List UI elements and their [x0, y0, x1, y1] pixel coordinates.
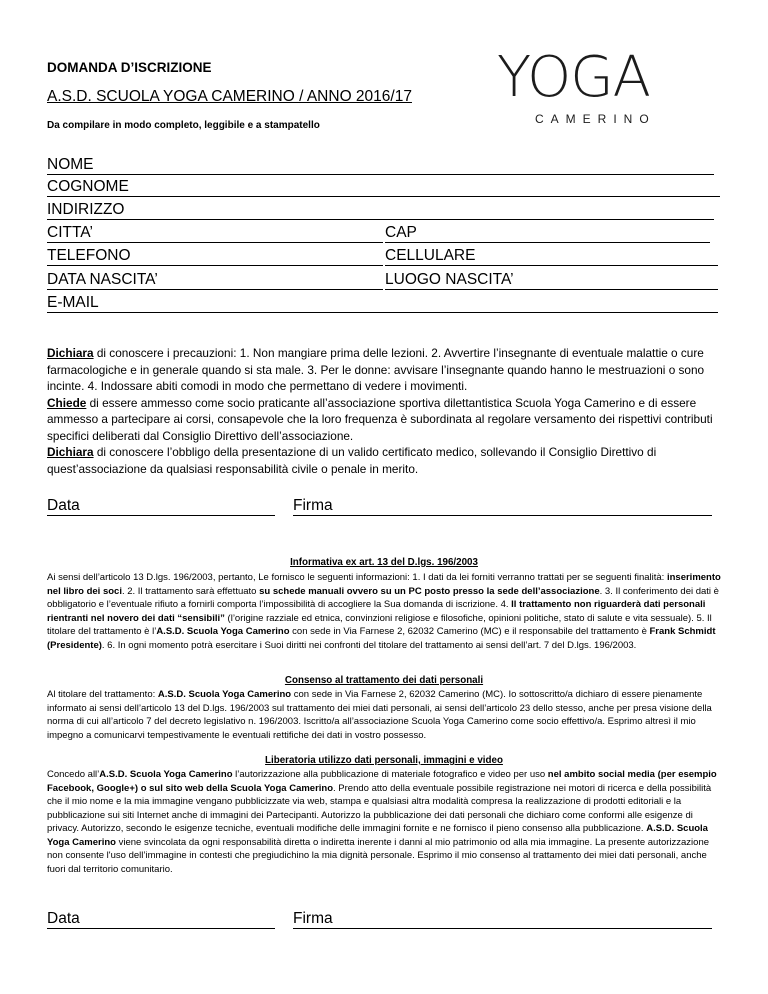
informativa-b1: inserimento nel libro dei soci — [47, 572, 721, 597]
indirizzo-field[interactable] — [47, 200, 714, 220]
data-nascita-label: DATA NASCITA’ — [47, 271, 158, 288]
dichiara-text: di conoscere i precauzioni: 1. Non mangiare prima delle lezioni. 2. Avvertire l’insegnante di eventuale malattie o cure farmacologiche e in generale quando si sta male. 3. Per le donne: avvisare l’insegnante quando hanno le mestruazioni o sono incinte. 4. Indossare abiti comodi in modo che permettano di vedere i movimenti. — [47, 346, 705, 393]
consenso-text — [47, 688, 727, 742]
informativa-b4: A.S.D. Scuola Yoga Camerino — [156, 626, 290, 637]
firma-label-2: Firma — [293, 910, 333, 927]
liberatoria-t2: l’autorizzazione alla pubblicazione di materiale fotografico e video per uso — [232, 769, 548, 780]
cognome-label: COGNOME — [47, 178, 129, 195]
liberatoria-text — [47, 768, 727, 876]
firma-field-1[interactable] — [293, 496, 712, 516]
data-field-1[interactable] — [47, 496, 275, 516]
informativa-text — [47, 571, 727, 652]
informativa-b2: su schede manuali ovvero su un PC posto presso la sede dell’associazione — [259, 585, 600, 597]
email-label: E-MAIL — [47, 294, 99, 311]
chiede-text: di essere ammesso come socio praticante all’associazione sportiva dilettantistica Scuola Yoga Camerino e di essere ammesso a partecipare ai corsi, consapevole che la loro frequenza è subordinata al regolare versamento dei rispettivi contributi specifici deliberati dal Consiglio Direttivo dell’associazione. — [47, 395, 713, 443]
liberatoria-b2: nel ambito social media (per esempio Facebook, Google+) o sul sito web della Scuola Yoga Camerino — [47, 769, 717, 794]
chiede-label: Chiede — [47, 395, 87, 410]
liberatoria-b1: A.S.D. Scuola Yoga Camerino — [99, 769, 233, 780]
yoga-camerino-logo — [497, 45, 673, 130]
data-label-2: Data — [47, 910, 80, 927]
liberatoria-title: Liberatoria utilizzo dati personali, immagini e video — [265, 755, 503, 766]
liberatoria-t3: . Prendo atto della eventuale possibile registrazione nei motori di ricerca e della possibilità che il mio nome e la mia immagine vengano pubblicizzate via web, stampa e qualsiasi altra modalità compresa la realizzazione di prodotti editoriali e la pubblicazione sui siti Internet anche di immagini dei Partecipanti. Autorizzo la pubblicazione dei dati personali che dichiaro come conformi alle esigenze di privacy. Autorizzo, secondo le esigenze tecniche, eventuali modifiche delle immagini fornite e ne fornisco il pieno consenso alla pubblicazione. — [47, 782, 712, 834]
firma-field-2[interactable] — [293, 909, 712, 929]
informativa-b3: Il trattamento non riguarderà dati personali rientranti nel novero dei dati “sensibili” — [47, 599, 706, 624]
consenso-b1: A.S.D. Scuola Yoga Camerino — [157, 689, 292, 700]
cap-field[interactable] — [385, 223, 710, 243]
informativa-t5: con sede in Via Farnese 2, 62032 Camerino (MC) e il responsabile del trattamento è — [289, 626, 650, 637]
liberatoria-t4: viene svincolata da ogni responsabilità diretta o indiretta inerente i danni al mio patrimonio od alla mia immagine. La presente autorizzazione non consente l'uso dell’immagine in contesti che pregiudichino la mia dignità personale. Esprimo il mio consenso al trattamento dei miei dati personali, anche fuori dal territorio comunitario. — [47, 836, 710, 875]
nome-label: NOME — [47, 156, 94, 173]
cellulare-field[interactable] — [385, 246, 718, 266]
logo-main-text: YOGA — [497, 45, 650, 110]
informativa-t6: . 6. In ogni momento potrà esercitare i Suoi diritti nei confronti del titolare del trattamento ai sensi dell’art. 7 del D.lgs. 196/2003. — [101, 639, 637, 651]
logo-sub-text: CAMERINO — [535, 112, 656, 126]
form-instructions: Da compilare in modo completo, leggibile e a stampatello — [47, 120, 320, 131]
citta-field[interactable] — [47, 223, 383, 243]
form-title: DOMANDA D’ISCRIZIONE — [47, 60, 212, 75]
cap-label: CAP — [385, 224, 417, 241]
data-field-2[interactable] — [47, 909, 275, 929]
liberatoria-b3: A.S.D. Scuola Yoga Camerino — [47, 823, 708, 848]
consenso-t1: Al titolare del trattamento: — [47, 689, 158, 700]
nome-field[interactable] — [47, 155, 714, 175]
dichiara2-label: Dichiara — [47, 445, 94, 459]
cellulare-label: CELLULARE — [385, 247, 476, 264]
declarations-paragraph — [47, 345, 727, 477]
dichiara-label: Dichiara — [47, 346, 94, 360]
cognome-field[interactable] — [47, 177, 720, 197]
telefono-field[interactable] — [47, 246, 383, 266]
firma-label-1: Firma — [293, 497, 333, 514]
citta-label: CITTA’ — [47, 224, 93, 241]
informativa-title: Informativa ex art. 13 del D.lgs. 196/2003 — [290, 557, 478, 568]
consenso-t2: con sede in Via Farnese 2, 62032 Camerino (MC). Io sottoscritto/a dichiaro di essere pienamente informato ai sensi dell’articolo 13 del D.lgs. 196/2003 sul trattamento dei miei dati personali, ai sensi dell’articolo 23 dello stesso, anche per presa visione della norma di cui all’articolo 7 del decreto legislativo n. 196/2003. Iscritto/a all’associazione Scuola Yoga Camerino come socio effettivo/a. Esprimo altresì il mio impegno a comunicarvi tempestivamente le eventuali rettifiche dei dati in vostro possesso. — [47, 689, 712, 741]
email-field[interactable] — [47, 293, 718, 313]
informativa-t4: (l’origine razziale ed etnica, convinzioni religiose e filosofiche, opinioni politiche, stato di salute e vita sessuale). 5. Il titolare del trattamento è l’ — [47, 612, 712, 637]
data-label-1: Data — [47, 497, 80, 514]
informativa-t1: Ai sensi dell’articolo 13 D.lgs. 196/2003, pertanto, Le fornisco le seguenti informazioni: 1. I dati da lei forniti verranno trattati per se seguenti finalità: — [47, 572, 667, 583]
informativa-b5: Frank Schmidt (Presidente) — [47, 626, 716, 651]
liberatoria-t1: Concedo all’ — [47, 769, 100, 780]
data-nascita-field[interactable] — [47, 270, 383, 290]
telefono-label: TELEFONO — [47, 247, 131, 264]
indirizzo-label: INDIRIZZO — [47, 201, 125, 218]
consenso-title: Consenso al trattamento dei dati personali — [284, 675, 484, 686]
form-subtitle: A.S.D. SCUOLA YOGA CAMERINO / ANNO 2016/17 — [47, 88, 412, 105]
informativa-t2: . 2. Il trattamento sarà effettuato — [121, 585, 260, 597]
dichiara2-text: di conoscere l’obbligo della presentazione di un valido certificato medico, sollevando il Consiglio Direttivo di quest’associazione da qualsiasi responsabilità civile o penale in merito. — [47, 445, 657, 476]
luogo-nascita-field[interactable] — [385, 270, 718, 290]
informativa-t3: . 3. Il conferimento dei dati è obbligatorio e l’eventuale rifiuto a fornirli comporta l’impossibilità di accogliere la Sua domanda di iscrizione. 4. — [47, 585, 719, 610]
luogo-nascita-label: LUOGO NASCITA’ — [385, 271, 514, 288]
